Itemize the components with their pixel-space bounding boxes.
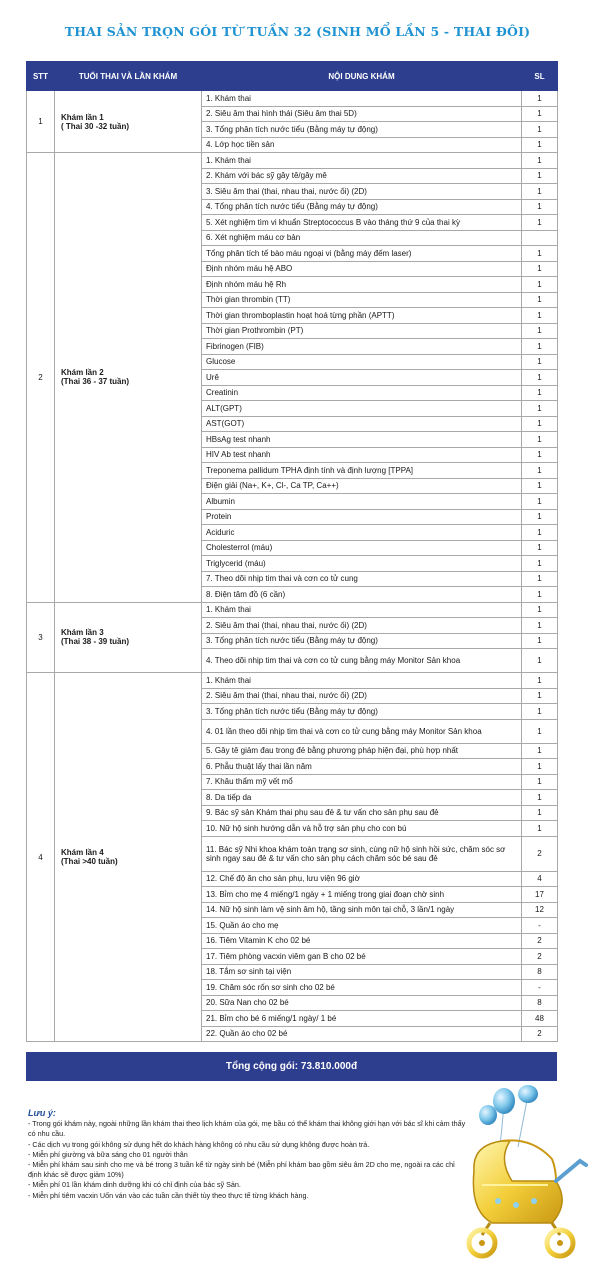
- service-qty: 1: [522, 805, 558, 821]
- service-item: AST(GOT): [202, 416, 522, 432]
- service-item: Albumin: [202, 494, 522, 510]
- service-item: 11. Bác sỹ Nhi khoa khám toàn trạng sơ sinh, cùng nữ hộ sinh hồi sức, chăm sóc sơ sinh ngay sau đẻ & tư vấn cho sản phụ cách chăm sóc bé sau đẻ: [202, 836, 522, 871]
- table-row: [27, 673, 558, 689]
- service-item: Glucose: [202, 354, 522, 370]
- header-stt: STT: [27, 62, 55, 91]
- service-qty: 2: [522, 933, 558, 949]
- service-qty: 2: [522, 1026, 558, 1042]
- service-item: Thời gian thrombin (TT): [202, 292, 522, 308]
- service-qty: 8: [522, 964, 558, 980]
- service-item: 4. 01 lần theo dõi nhịp tim thai và cơn co tử cung bằng máy Monitor Sản khoa: [202, 719, 522, 743]
- service-item: 1. Khám thai: [202, 91, 522, 107]
- table-body: [27, 91, 558, 1042]
- service-qty: 1: [522, 633, 558, 649]
- service-item: 21. Bỉm cho bé 6 miếng/1 ngày/ 1 bé: [202, 1011, 522, 1027]
- service-item: Triglycerid (máu): [202, 556, 522, 572]
- visit-cell: [55, 602, 202, 673]
- visit-weeks: ( Thai 30 -32 tuần): [61, 121, 130, 131]
- service-qty: 1: [522, 385, 558, 401]
- service-qty: 1: [522, 370, 558, 386]
- service-item: 2. Siêu âm thai (thai, nhau thai, nước ối) (2D): [202, 618, 522, 634]
- service-qty: 1: [522, 168, 558, 184]
- service-qty: 1: [522, 199, 558, 215]
- balloon-icon: [479, 1085, 538, 1147]
- service-qty: [522, 230, 558, 246]
- service-item: 18. Tắm sơ sinh tại viện: [202, 964, 522, 980]
- service-qty: 1: [522, 618, 558, 634]
- row-stt: 1: [27, 91, 55, 153]
- visit-label: Khám lần 4: [61, 848, 104, 857]
- service-item: 17. Tiêm phòng vacxin viêm gan B cho 02 bé: [202, 949, 522, 965]
- service-item: 1. Khám thai: [202, 673, 522, 689]
- service-qty: 1: [522, 743, 558, 759]
- service-item: 16. Tiêm Vitamin K cho 02 bé: [202, 933, 522, 949]
- visit-label: Khám lần 1: [61, 112, 104, 122]
- service-item: Thời gian thromboplastin hoạt hoá từng phần (APTT): [202, 308, 522, 324]
- service-qty: 1: [522, 277, 558, 293]
- service-qty: 1: [522, 153, 558, 169]
- service-item: 6. Phẫu thuật lấy thai lần năm: [202, 759, 522, 775]
- service-item: 3. Tổng phân tích nước tiểu (Bằng máy tự động): [202, 633, 522, 649]
- service-qty: 1: [522, 759, 558, 775]
- notes-section: [28, 1108, 468, 1201]
- table-row: [27, 602, 558, 618]
- header-content: NỘI DUNG KHÁM: [202, 62, 522, 91]
- package-table: [26, 61, 558, 1042]
- service-item: 12. Chế độ ăn cho sản phụ, lưu viện 96 giờ: [202, 871, 522, 887]
- service-qty: 1: [522, 587, 558, 603]
- service-qty: 1: [522, 494, 558, 510]
- service-item: 9. Bác sỹ sản Khám thai phụ sau đẻ & tư vấn cho sản phụ sau đẻ: [202, 805, 522, 821]
- service-item: 2. Siêu âm thai (thai, nhau thai, nước ối) (2D): [202, 688, 522, 704]
- service-qty: 2: [522, 949, 558, 965]
- service-item: 4. Theo dõi nhịp tim thai và cơn co tử cung bằng máy Monitor Sản khoa: [202, 649, 522, 673]
- table-header-row: [27, 62, 558, 91]
- visit-label: Khám lần 2: [61, 368, 104, 378]
- note-line: - Miễn phí giường và bữa sáng cho 01 người thân: [28, 1149, 188, 1159]
- visit-weeks: (Thai 36 - 37 tuần): [61, 377, 130, 387]
- service-qty: 1: [522, 556, 558, 572]
- service-qty: 8: [522, 995, 558, 1011]
- service-qty: 1: [522, 540, 558, 556]
- service-item: Định nhóm máu hệ Rh: [202, 277, 522, 293]
- service-item: Thời gian Prothrombin (PT): [202, 323, 522, 339]
- service-qty: 1: [522, 649, 558, 673]
- service-item: 1. Khám thai: [202, 602, 522, 618]
- service-item: 2. Khám với bác sỹ gây tê/gây mê: [202, 168, 522, 184]
- service-qty: 1: [522, 688, 558, 704]
- service-item: Creatinin: [202, 385, 522, 401]
- service-qty: 1: [522, 292, 558, 308]
- table-row: [27, 91, 558, 107]
- visit-weeks: (Thai >40 tuần): [61, 857, 118, 866]
- service-qty: 1: [522, 432, 558, 448]
- service-qty: 1: [522, 447, 558, 463]
- note-line: - Các dịch vụ trong gói không sử dụng hết do khách hàng không có nhu cầu sử dụng không được hoàn trả.: [28, 1139, 370, 1149]
- service-qty: 2: [522, 836, 558, 871]
- service-qty: 1: [522, 122, 558, 138]
- service-item: Cholesterrol (máu): [202, 540, 522, 556]
- service-item: Protein: [202, 509, 522, 525]
- row-stt: 3: [27, 602, 55, 673]
- service-item: 4. Tổng phân tích nước tiểu (Bằng máy tự động): [202, 199, 522, 215]
- note-line: - Trong gói khám này, ngoài những lần khám thai theo lịch khám của gói, mẹ bầu có thể khám thai không giới hạn với bác sĩ khi cảm thấy có nhu cầu.: [28, 1119, 466, 1139]
- service-item: Tổng phân tích tế bào máu ngoại vi (bằng máy đếm laser): [202, 246, 522, 262]
- service-qty: 17: [522, 887, 558, 903]
- service-item: 20. Sữa Nan cho 02 bé: [202, 995, 522, 1011]
- service-item: 15. Quần áo cho mẹ: [202, 918, 522, 934]
- service-item: Treponema pallidum TPHA định tính và định lượng [TPPA]: [202, 463, 522, 479]
- service-item: 5. Gây tê giảm đau trong đẻ bằng phương pháp hiện đại, phù hợp nhất: [202, 743, 522, 759]
- note-line: - Miễn phí 01 lần khám dinh dưỡng khi có chỉ định của bác sỹ Sản.: [28, 1180, 241, 1190]
- service-qty: 4: [522, 871, 558, 887]
- total-price: Tổng cộng gói: 73.810.000đ: [26, 1052, 557, 1081]
- visit-weeks: (Thai 38 - 39 tuần): [61, 637, 130, 647]
- service-item: ALT(GPT): [202, 401, 522, 417]
- service-item: HIV Ab test nhanh: [202, 447, 522, 463]
- service-qty: 1: [522, 571, 558, 587]
- service-qty: 1: [522, 246, 558, 262]
- table-row: [27, 153, 558, 169]
- row-stt: 4: [27, 673, 55, 1042]
- service-qty: 1: [522, 416, 558, 432]
- service-item: 2. Siêu âm thai hình thái (Siêu âm thai 5D): [202, 106, 522, 122]
- visit-cell: [55, 153, 202, 603]
- service-item: 1. Khám thai: [202, 153, 522, 169]
- service-qty: 1: [522, 137, 558, 153]
- service-qty: 1: [522, 323, 558, 339]
- service-item: 3. Tổng phân tích nước tiểu (Bằng máy tự động): [202, 704, 522, 720]
- note-line: - Miễn phí tiêm vacxin Uốn ván vào các tuần cần thiết tùy theo thực tế từng khách hàng.: [28, 1190, 309, 1200]
- service-qty: 1: [522, 509, 558, 525]
- visit-cell: [55, 91, 202, 153]
- service-item: 3. Siêu âm thai (thai, nhau thai, nước ối) (2D): [202, 184, 522, 200]
- note-line: - Miễn phí khám sau sinh cho mẹ và bé trong 3 tuần kể từ ngày sinh bé (Miễn phí khám bao gồm siêu âm 2D cho mẹ, ngoài ra các chỉ định khác sẽ được giảm 10%): [28, 1160, 455, 1180]
- service-item: 13. Bỉm cho mẹ 4 miếng/1 ngày + 1 miếng trong giai đoạn chờ sinh: [202, 887, 522, 903]
- service-qty: 1: [522, 821, 558, 837]
- service-item: Định nhóm máu hệ ABO: [202, 261, 522, 277]
- service-qty: 1: [522, 91, 558, 107]
- service-item: 7. Khâu thẩm mỹ vết mổ: [202, 774, 522, 790]
- service-qty: 1: [522, 463, 558, 479]
- baby-stroller-illustration: [452, 1085, 592, 1265]
- service-qty: 1: [522, 308, 558, 324]
- service-item: Aciduric: [202, 525, 522, 541]
- service-item: Urê: [202, 370, 522, 386]
- service-qty: -: [522, 918, 558, 934]
- page-title: THAI SẢN TRỌN GÓI TỪ TUẦN 32 (SINH MỔ LẦN 5 - THAI ĐÔI): [64, 24, 531, 39]
- service-qty: 1: [522, 339, 558, 355]
- service-qty: 1: [522, 774, 558, 790]
- service-item: Fibrinogen (FIB): [202, 339, 522, 355]
- service-item: HBsAg test nhanh: [202, 432, 522, 448]
- service-item: Điện giải (Na+, K+, Cl-, Ca TP, Ca++): [202, 478, 522, 494]
- service-item: 22. Quần áo cho 02 bé: [202, 1026, 522, 1042]
- service-item: 14. Nữ hộ sinh làm vệ sinh âm hộ, tầng sinh môn tại chỗ, 3 lần/1 ngày: [202, 902, 522, 918]
- notes-heading: Lưu ý:: [28, 1108, 56, 1118]
- service-qty: 48: [522, 1011, 558, 1027]
- service-qty: -: [522, 980, 558, 996]
- service-qty: 1: [522, 106, 558, 122]
- header-qty: SL: [522, 62, 558, 91]
- service-qty: 1: [522, 704, 558, 720]
- service-qty: 1: [522, 673, 558, 689]
- row-stt: 2: [27, 153, 55, 603]
- visit-cell: [55, 673, 202, 1042]
- service-qty: 1: [522, 401, 558, 417]
- service-item: 3. Tổng phân tích nước tiểu (Bằng máy tự động): [202, 122, 522, 138]
- service-item: 5. Xét nghiệm tìm vi khuẩn Streptococcus B vào tháng thứ 9 của thai kỳ: [202, 215, 522, 231]
- service-item: 6. Xét nghiệm máu cơ bản: [202, 230, 522, 246]
- service-qty: 1: [522, 215, 558, 231]
- service-qty: 1: [522, 602, 558, 618]
- service-qty: 1: [522, 525, 558, 541]
- service-item: 8. Điện tâm đồ (6 cần): [202, 587, 522, 603]
- service-qty: 12: [522, 902, 558, 918]
- service-item: 19. Chăm sóc rốn sơ sinh cho 02 bé: [202, 980, 522, 996]
- header-visit: TUỔI THAI VÀ LẦN KHÁM: [55, 62, 202, 91]
- service-item: 10. Nữ hộ sinh hướng dẫn và hỗ trợ sản phụ cho con bú: [202, 821, 522, 837]
- service-item: 7. Theo dõi nhịp tim thai và cơn co tử cung: [202, 571, 522, 587]
- service-qty: 1: [522, 478, 558, 494]
- service-qty: 1: [522, 261, 558, 277]
- stroller-icon: [469, 1140, 586, 1256]
- visit-label: Khám lần 3: [61, 628, 104, 638]
- service-item: 8. Da tiếp da: [202, 790, 522, 806]
- service-qty: 1: [522, 719, 558, 743]
- service-item: 4. Lớp học tiền sản: [202, 137, 522, 153]
- service-qty: 1: [522, 184, 558, 200]
- service-qty: 1: [522, 790, 558, 806]
- service-qty: 1: [522, 354, 558, 370]
